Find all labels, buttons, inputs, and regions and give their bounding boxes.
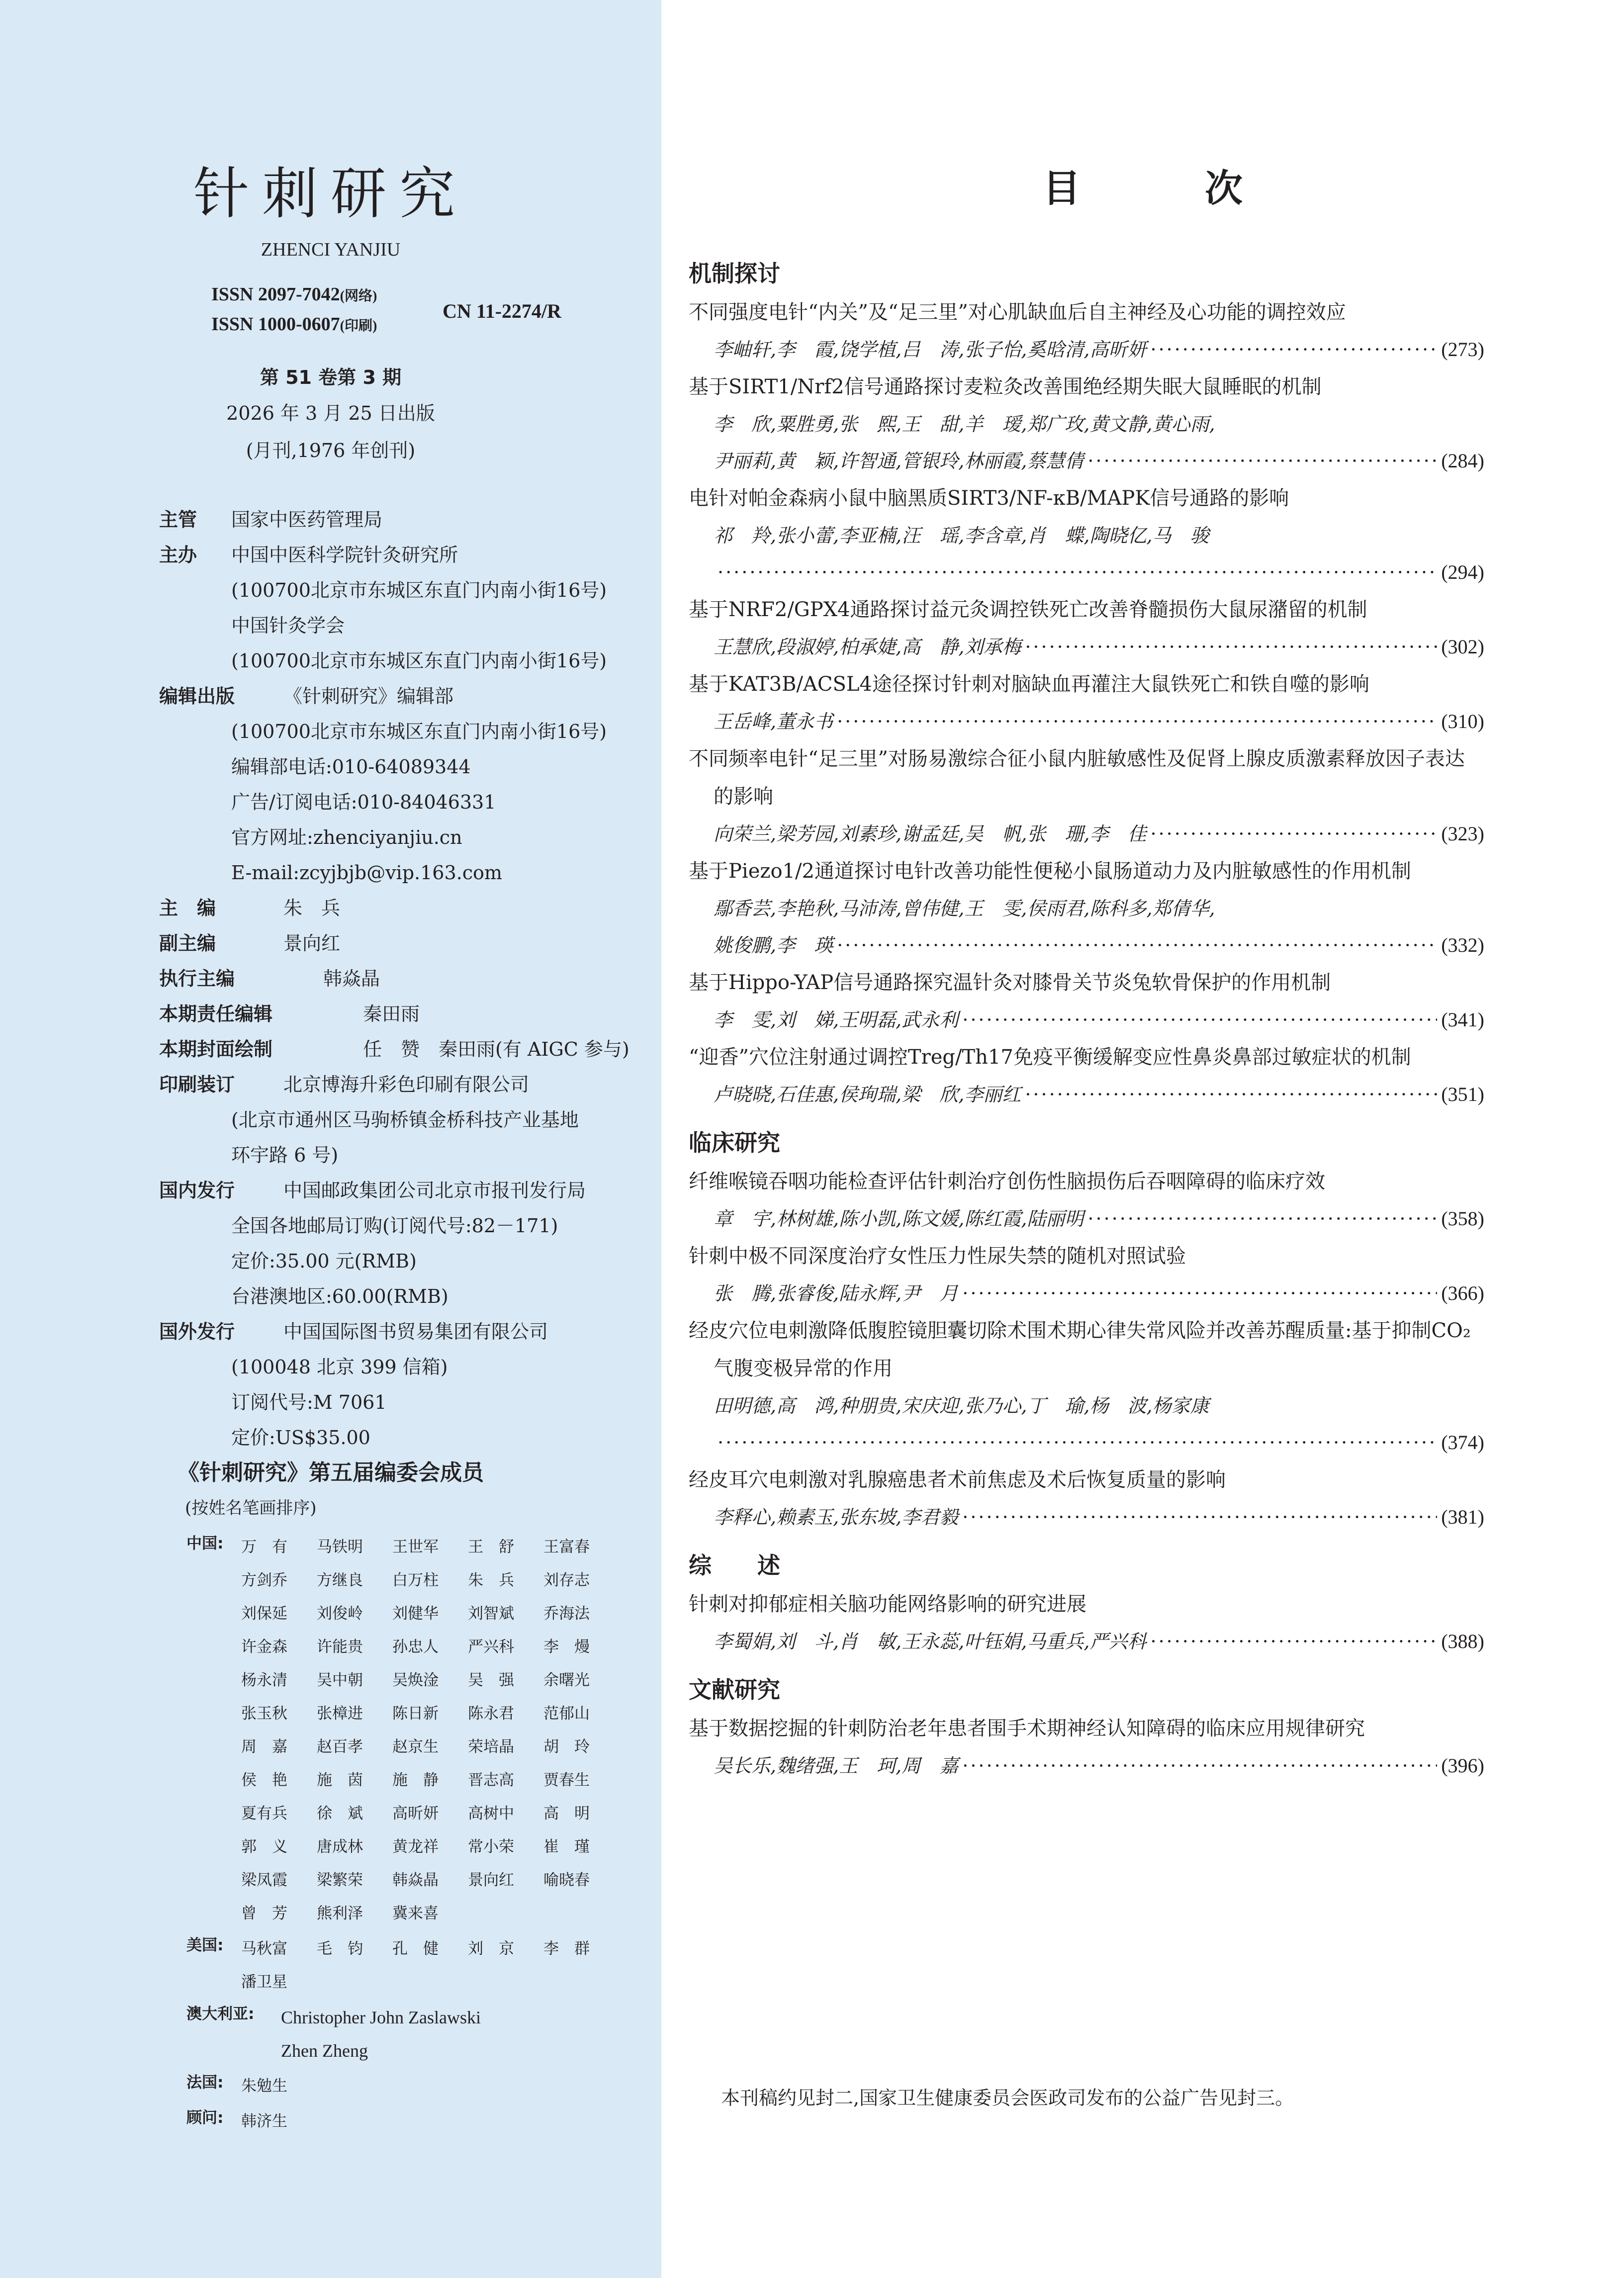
toc-article[interactable] [689, 1038, 1484, 1113]
board-member: 陈日新 [392, 1705, 439, 1723]
toc-article[interactable] [689, 1237, 1484, 1312]
board-member: 吴焕淦 [392, 1671, 439, 1689]
board-member: 刘保延 [241, 1605, 287, 1623]
dot-leader [962, 1002, 1437, 1038]
article-title: 纤维喉镜吞咽功能检查评估针刺治疗创伤性脑损伤后吞咽障碍的临床疗效 [689, 1170, 1325, 1193]
board-member: 韩焱晶 [392, 1871, 439, 1889]
article-title: 基于SIRT1/Nrf2信号通路探讨麦粒灸改善围绝经期失眠大鼠睡眠的机制 [689, 375, 1322, 398]
board-country-label: 法国: [186, 2074, 224, 2092]
executive-editor: 韩焱晶 [323, 968, 380, 990]
author-names: 李岫轩,李 霞,饶学植,吕 涛,张子怡,奚晗清,高昕妍 [714, 339, 1147, 361]
author-names: 田明德,高 鸿,种朋贵,宋庆迎,张乃心,丁 瑜,杨 波,杨家康 [714, 1395, 1209, 1417]
board-member: 朱 兵 [468, 1571, 514, 1589]
board-member: 刘健华 [392, 1605, 439, 1623]
page-number: (323) [1441, 822, 1484, 845]
board-member: 李 群 [543, 1940, 590, 1958]
toc-article[interactable] [689, 1312, 1484, 1461]
board-member: 王 舒 [468, 1538, 514, 1556]
issn-print [211, 313, 377, 335]
author-names: 章 宇,林树雄,陈小凯,陈文媛,陈红霞,陆丽明 [714, 1208, 1084, 1230]
article-authors [689, 517, 1484, 554]
dot-leader [1025, 1076, 1437, 1113]
board-member: 朱勉生 [241, 2077, 287, 2095]
toc-article[interactable] [689, 1585, 1484, 1660]
page-number: (302) [1441, 636, 1484, 658]
board-member: 曾 芳 [241, 1905, 287, 1922]
toc-article[interactable] [689, 1163, 1484, 1237]
board-member: 方剑乔 [241, 1571, 287, 1589]
printing-address-2: 环宇路 6 号) [231, 1144, 339, 1166]
dot-leader [1087, 443, 1437, 479]
author-names: 李 雯,刘 娣,王明磊,武永利 [714, 1009, 959, 1031]
board-member: 晋志高 [468, 1771, 514, 1789]
board-member: 梁凤霞 [241, 1871, 287, 1889]
journal-pinyin: ZHENCI YANJIU [261, 239, 401, 260]
board-member: 刘智斌 [468, 1605, 514, 1623]
board-member: 施 茵 [317, 1771, 363, 1789]
article-title: 经皮穴位电刺激降低腹腔镜胆囊切除术围术期心律失常风险并改善苏醒质量:基于抑制CO₂气腹变极异常的作用 [689, 1319, 1471, 1380]
board-member: 吴 强 [468, 1671, 514, 1689]
board-member: 吴中朝 [317, 1671, 363, 1689]
author-names: 王慧欣,段淑婷,柏承婕,高 静,刘承梅 [714, 636, 1021, 658]
editor-publisher-address: (100700北京市东城区东直门内南小街16号) [231, 721, 607, 742]
sponsor-2: 中国针灸学会 [231, 615, 345, 637]
board-member: 方继良 [317, 1571, 363, 1589]
board-member: 郭 义 [241, 1838, 287, 1856]
editorial-board-title: 《针刺研究》第五届编委会成员 [178, 1460, 484, 1485]
board-member: 徐 斌 [317, 1805, 363, 1822]
article-authors [689, 331, 1484, 368]
article-title: 基于NRF2/GPX4通路探讨益元灸调控铁死亡改善脊髓损伤大鼠尿潴留的机制 [689, 598, 1367, 621]
board-member: 王富春 [543, 1538, 590, 1556]
board-member: 高树中 [468, 1805, 514, 1822]
author-names: 张 腾,张睿俊,陆永辉,尹 月 [714, 1282, 959, 1304]
issue-editor: 秦田雨 [363, 1003, 420, 1025]
section-title: 综 述 [689, 1552, 780, 1579]
toc-article[interactable] [689, 964, 1484, 1038]
left-info-panel [0, 0, 661, 2278]
board-names [241, 1932, 664, 1999]
official-website: 官方网址:zhenciyanjiu.cn [231, 826, 462, 848]
supervisor: 国家中医药管理局 [231, 509, 383, 531]
board-member: 许能贵 [317, 1638, 363, 1656]
board-country-label: 澳大利亚: [186, 2005, 255, 2023]
toc-article[interactable] [689, 740, 1484, 852]
section-title: 临床研究 [689, 1129, 780, 1156]
article-authors [689, 629, 1484, 665]
article-authors [689, 890, 1484, 927]
page-number: (381) [1441, 1506, 1484, 1528]
issue-editor-label: 本期责任编辑 [159, 1003, 273, 1025]
board-member: 喻晓春 [543, 1871, 590, 1889]
foreign-order-code: 订阅代号:M 7061 [231, 1391, 387, 1413]
page-number: (396) [1441, 1754, 1484, 1777]
domestic-distribution-label: 国内发行 [159, 1180, 235, 1201]
article-authors [689, 406, 1484, 443]
page-number: (273) [1441, 338, 1484, 361]
page-number: (310) [1441, 710, 1484, 732]
issn-online-tag: (网络) [340, 288, 377, 304]
toc-article[interactable] [689, 1710, 1484, 1784]
foreign-distribution-label: 国外发行 [159, 1321, 235, 1343]
domestic-price: 定价:35.00 元(RMB) [231, 1250, 417, 1272]
board-member: Christopher John Zaslawski [281, 2007, 481, 2027]
board-member: 唐成林 [317, 1838, 363, 1856]
board-member: 孔 健 [392, 1940, 439, 1958]
dot-leader [837, 703, 1437, 740]
article-title: 基于KAT3B/ACSL4途径探讨针刺对脑缺血再灌注大鼠铁死亡和铁自噬的影响 [689, 673, 1369, 696]
dot-leader [1025, 629, 1437, 665]
article-authors [689, 1499, 1484, 1536]
chief-editor: 朱 兵 [283, 897, 341, 919]
masthead [159, 502, 656, 1456]
toc-article[interactable] [689, 479, 1484, 591]
board-member: 贾春生 [543, 1771, 590, 1789]
article-title: “迎香”穴位注射通过调控Treg/Th17免疫平衡缓解变应性鼻炎鼻部过敏症状的机制 [689, 1046, 1411, 1069]
board-names [241, 1531, 664, 1930]
board-member: 张樟进 [317, 1705, 363, 1723]
board-member: 荣培晶 [468, 1738, 514, 1756]
board-names [281, 2001, 664, 2068]
author-names: 尹丽莉,黄 颖,许智通,管银玲,林丽霞,蔡慧倩 [714, 450, 1084, 472]
author-names: 吴长乐,魏绪强,王 珂,周 嘉 [714, 1755, 959, 1777]
toc-article[interactable] [689, 852, 1484, 964]
domestic-distribution: 中国邮政集团公司北京市报刊发行局 [283, 1180, 586, 1201]
dot-leader [1150, 331, 1437, 368]
article-title: 不同频率电针“足三里”对肠易激综合征小鼠内脏敏感性及促肾上腺皮质激素释放因子表达的影响 [689, 747, 1465, 808]
sponsor-1-address: (100700北京市东城区东直门内南小街16号) [231, 579, 607, 601]
email: E-mail:zcyjbjb@vip.163.com [231, 862, 502, 884]
article-authors [689, 703, 1484, 740]
deputy-editor: 景向红 [283, 932, 341, 954]
board-group-aus [186, 2001, 664, 2068]
board-country-label: 美国: [186, 1936, 224, 1954]
footer-notice: 本刊稿约见封二,国家卫生健康委员会医政司发布的公益广告见封三。 [721, 2087, 1294, 2109]
board-member: 马秋富 [241, 1940, 287, 1958]
board-member: 常小荣 [468, 1838, 514, 1856]
board-member: 周 嘉 [241, 1738, 287, 1756]
article-authors [689, 1002, 1484, 1038]
editorial-board [186, 1531, 664, 2140]
page-number: (358) [1441, 1207, 1484, 1230]
sponsor-label: 主办 [159, 544, 197, 566]
board-member: 冀来喜 [392, 1905, 439, 1922]
toc-article[interactable] [689, 1461, 1484, 1536]
board-member: 侯 艳 [241, 1771, 287, 1789]
author-names: 李释心,赖素玉,张东坡,李君毅 [714, 1506, 959, 1528]
board-member: 施 静 [392, 1771, 439, 1789]
dot-leader [1150, 1623, 1437, 1660]
board-member: 韩济生 [241, 2112, 287, 2130]
article-authors [689, 554, 1484, 591]
page-number: (294) [1441, 561, 1484, 583]
author-names: 向荣兰,梁芳园,刘素珍,谢孟廷,吴 帆,张 珊,李 佳 [714, 823, 1147, 845]
toc-article[interactable] [689, 293, 1484, 368]
issn-online-number: ISSN 2097-7042 [211, 284, 340, 305]
volume-issue: 第 51 卷第 3 期 [260, 366, 402, 388]
article-authors [689, 1623, 1484, 1660]
board-member: 刘 京 [468, 1940, 514, 1958]
board-group-advisor [186, 2105, 664, 2138]
journal-title: 针刺研究 [193, 162, 468, 226]
chief-editor-label: 主 编 [159, 897, 216, 919]
printing: 北京博海升彩色印刷有限公司 [283, 1074, 530, 1095]
executive-editor-label: 执行主编 [159, 968, 235, 990]
board-member: 孙忠人 [392, 1638, 439, 1656]
toc-article[interactable] [689, 665, 1484, 740]
article-title: 电针对帕金森病小鼠中脑黑质SIRT3/NF-κB/MAPK信号通路的影响 [689, 487, 1289, 510]
publication-date: 2026 年 3 月 25 日出版 [226, 402, 435, 424]
article-authors [689, 1747, 1484, 1784]
article-title: 基于数据挖掘的针刺防治老年患者围手术期神经认知障碍的临床应用规律研究 [689, 1717, 1365, 1740]
board-member: 景向红 [468, 1871, 514, 1889]
board-member: 李 熳 [543, 1638, 590, 1656]
board-member: 黄龙祥 [392, 1838, 439, 1856]
table-of-contents [689, 254, 1484, 1784]
dot-leader [1150, 816, 1437, 852]
printing-address-1: (北京市通州区马驹桥镇金桥科技产业基地 [231, 1109, 579, 1131]
editorial-phone: 编辑部电话:010-64089344 [231, 756, 471, 778]
article-authors [689, 1387, 1484, 1424]
board-member: Zhen Zheng [281, 2041, 368, 2061]
article-authors [689, 927, 1484, 964]
dot-leader [962, 1499, 1437, 1536]
section-title: 机制探讨 [689, 260, 780, 287]
article-title: 基于Piezo1/2通道探讨电针改善功能性便秘小鼠肠道动力及内脏敏感性的作用机制 [689, 860, 1411, 883]
board-group-china [186, 1531, 664, 1930]
page-number: (284) [1441, 450, 1484, 472]
cover-artist: 任 赞 秦田雨(有 AIGC 参与) [363, 1038, 630, 1060]
board-member: 严兴科 [468, 1638, 514, 1656]
dot-leader [837, 927, 1437, 964]
board-member: 乔海法 [543, 1605, 590, 1623]
sponsor-1: 中国中医科学院针灸研究所 [231, 544, 458, 566]
cn-number: CN 11-2274/R [443, 300, 561, 322]
domestic-order: 全国各地邮局订购(订阅代号:82－171) [231, 1215, 558, 1237]
board-member: 万 有 [241, 1538, 287, 1556]
page-number: (351) [1441, 1083, 1484, 1105]
publication-frequency: (月刊,1976 年创刊) [246, 440, 416, 461]
toc-article[interactable] [689, 368, 1484, 479]
board-member: 余曙光 [543, 1671, 590, 1689]
author-names: 李 欣,粟胜勇,张 熙,王 甜,羊 瑷,郑广玫,黄文静,黄心雨, [714, 413, 1215, 435]
section-title: 文献研究 [689, 1676, 780, 1703]
author-names: 李蜀娟,刘 斗,肖 敏,王永蕊,叶钰娟,马重兵,严兴科 [714, 1631, 1147, 1652]
article-title: 基于Hippo-YAP信号通路探究温针灸对膝骨关节炎兔软骨保护的作用机制 [689, 971, 1331, 994]
ad-subscription-phone: 广告/订阅电话:010-84046331 [231, 791, 496, 813]
author-names: 卢晓晓,石佳惠,侯珣瑞,梁 欣,李丽红 [714, 1084, 1021, 1105]
cover-artist-label: 本期封面绘制 [159, 1038, 273, 1060]
author-names: 姚俊鹏,李 瑛 [714, 934, 833, 956]
page-number: (341) [1441, 1008, 1484, 1031]
board-member: 梁繁荣 [317, 1871, 363, 1889]
supervisor-label: 主管 [159, 509, 197, 531]
board-country-label: 中国: [186, 1535, 224, 1552]
board-group-france [186, 2070, 664, 2103]
dot-leader [962, 1275, 1437, 1312]
board-member: 毛 钧 [317, 1940, 363, 1958]
board-member: 范郁山 [543, 1705, 590, 1723]
page-number: (374) [1441, 1431, 1484, 1454]
board-member: 张玉秋 [241, 1705, 287, 1723]
printing-label: 印刷装订 [159, 1074, 235, 1095]
deputy-editor-label: 副主编 [159, 932, 216, 954]
dot-leader [1087, 1200, 1437, 1237]
board-member: 白万柱 [392, 1571, 439, 1589]
board-member: 马铁明 [317, 1538, 363, 1556]
board-member: 胡 玲 [543, 1738, 590, 1756]
author-names: 祁 羚,张小蕾,李亚楠,汪 瑶,李含章,肖 蝶,陶晓亿,马 骏 [714, 525, 1209, 547]
board-member: 王世军 [392, 1538, 439, 1556]
article-title: 针刺中极不同深度治疗女性压力性尿失禁的随机对照试验 [689, 1245, 1186, 1268]
editor-publisher: 《针刺研究》编辑部 [283, 685, 454, 707]
author-names: 王岳峰,董永书 [714, 711, 833, 732]
toc-article[interactable] [689, 591, 1484, 665]
foreign-price: 定价:US$35.00 [231, 1427, 370, 1449]
board-member: 刘存志 [543, 1571, 590, 1589]
hk-macao-taiwan-price: 台港澳地区:60.00(RMB) [231, 1285, 449, 1307]
article-authors [689, 816, 1484, 852]
article-authors [689, 1275, 1484, 1312]
board-member: 许金森 [241, 1638, 287, 1656]
dot-leader [718, 1424, 1437, 1461]
sponsor-2-address: (100700北京市东城区东直门内南小街16号) [231, 650, 607, 672]
board-member: 赵京生 [392, 1738, 439, 1756]
editor-publisher-label: 编辑出版 [159, 685, 235, 707]
foreign-distribution: 中国国际图书贸易集团有限公司 [283, 1321, 548, 1343]
board-member: 夏有兵 [241, 1805, 287, 1822]
board-member: 崔 瑾 [543, 1838, 590, 1856]
page-number: (366) [1441, 1282, 1484, 1304]
board-member: 潘卫星 [241, 1973, 287, 1991]
toc-heading: 目次 [1043, 166, 1367, 210]
article-title: 针刺对抑郁症相关脑功能网络影响的研究进展 [689, 1593, 1086, 1616]
article-authors [689, 443, 1484, 479]
page-number: (388) [1441, 1630, 1484, 1652]
article-title: 不同强度电针“内关”及“足三里”对心肌缺血后自主神经及心功能的调控效应 [689, 301, 1346, 324]
board-member: 高 明 [543, 1805, 590, 1822]
author-names: 鄢香芸,李艳秋,马沛涛,曾伟健,王 雯,侯雨君,陈科多,郑倩华, [714, 898, 1215, 919]
article-authors [689, 1200, 1484, 1237]
issn-online [211, 283, 377, 305]
editorial-board-note: (按姓名笔画排序) [185, 1498, 317, 1518]
board-member: 陈永君 [468, 1705, 514, 1723]
board-member: 高昕妍 [392, 1805, 439, 1822]
article-authors [689, 1424, 1484, 1461]
article-authors [689, 1076, 1484, 1113]
issn-print-tag: (印刷) [340, 318, 377, 334]
board-names [241, 2070, 664, 2103]
article-title: 经皮耳穴电刺激对乳腺癌患者术前焦虑及术后恢复质量的影响 [689, 1468, 1226, 1491]
board-names [241, 2105, 664, 2138]
board-group-usa [186, 1932, 664, 1999]
board-member: 刘俊岭 [317, 1605, 363, 1623]
board-country-label: 顾问: [186, 2109, 224, 2127]
board-member: 赵百孝 [317, 1738, 363, 1756]
dot-leader [962, 1747, 1437, 1784]
page-number: (332) [1441, 934, 1484, 956]
board-member: 杨永清 [241, 1671, 287, 1689]
issn-print-number: ISSN 1000-0607 [211, 314, 340, 335]
dot-leader [718, 554, 1437, 591]
foreign-address: (100048 北京 399 信箱) [231, 1356, 448, 1378]
board-member: 熊利泽 [317, 1905, 363, 1922]
